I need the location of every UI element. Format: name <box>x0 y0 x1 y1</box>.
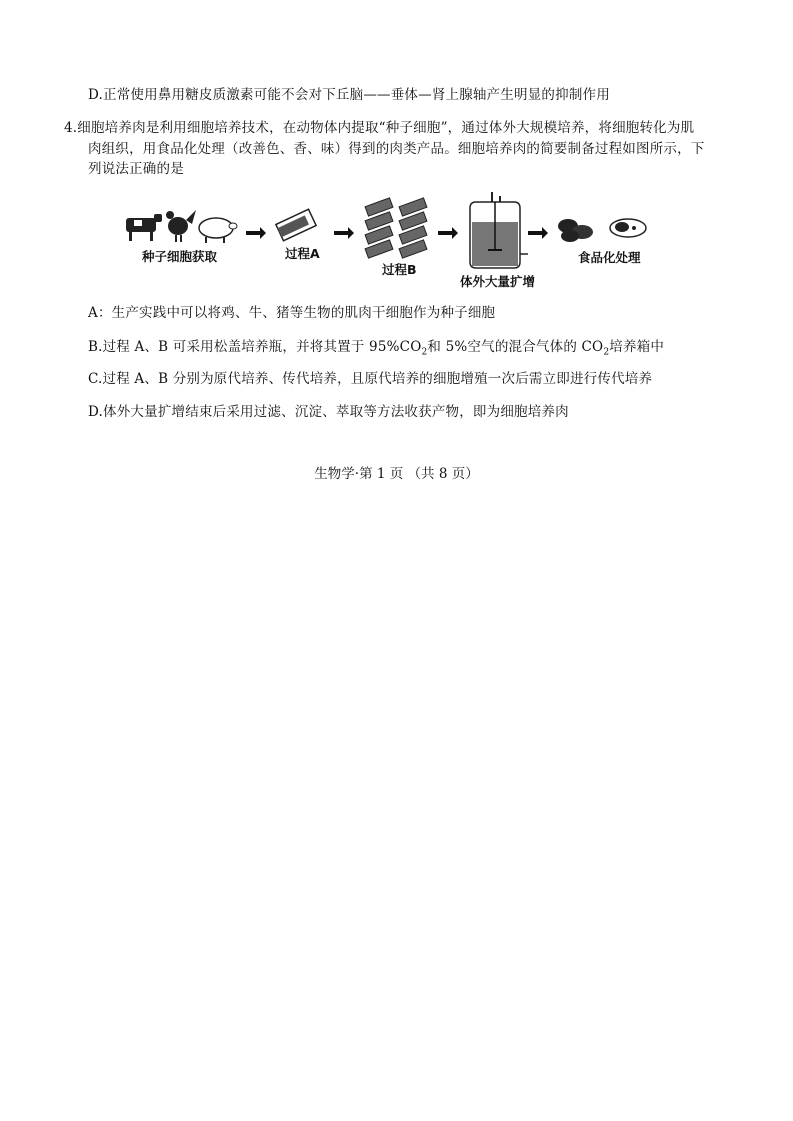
rooster-icon <box>166 210 196 242</box>
question-text-line2: 肉组织，用食品化处理（改善色、香、味）得到的肉类产品。细胞培养肉的简要制备过程如图所示，下 <box>88 141 705 157</box>
option-a: A：生产实践中可以将鸡、牛、猪等生物的肌肉干细胞作为种子细胞 <box>88 305 496 321</box>
option-d: D.体外大量扩增结束后采用过滤、沉淀、萃取等方法收获产物，即为细胞培养肉 <box>88 404 569 420</box>
label-seed-cells: 种子细胞获取 <box>142 249 218 264</box>
process-figure <box>120 190 680 290</box>
arrow-icon <box>334 227 354 239</box>
arrow-icon <box>438 227 458 239</box>
culture-flasks-stack-icon <box>365 198 427 258</box>
arrow-icon <box>246 227 266 239</box>
label-process-b: 过程B <box>382 262 417 277</box>
question-text-line1: 4.细胞培养肉是利用细胞培养技术，在动物体内提取“种子细胞”，通过体外大规模培养，将细胞转化为肌 <box>64 120 695 136</box>
option-b: B.过程 A、B 可采用松盖培养瓶，并将其置于 $95\%CO_2$和 5%空气的混合气体的 $CO_2$培养箱中 <box>88 339 665 358</box>
option-d-previous: D.正常使用鼻用糖皮质激素可能不会对下丘脑——垂体—肾上腺轴产生明显的抑制作用 <box>88 87 610 103</box>
cow-icon <box>126 214 162 241</box>
pig-icon <box>199 218 237 243</box>
label-food-processing: 食品化处理 <box>578 250 641 265</box>
culture-flask-icon <box>276 209 316 241</box>
label-process-a: 过程A <box>285 246 320 261</box>
label-in-vitro-expansion: 体外大量扩增 <box>460 274 536 289</box>
page-footer: 生物学·第 1 页 （共 8 页） <box>314 466 479 482</box>
arrow-icon <box>528 227 548 239</box>
bioreactor-icon <box>470 192 528 268</box>
meat-product-icon <box>558 219 646 242</box>
question-text-line3: 列说法正确的是 <box>88 161 184 177</box>
option-c: C.过程 A、B 分别为原代培养、传代培养，且原代培养的细胞增殖一次后需立即进行传代培养 <box>88 371 653 387</box>
